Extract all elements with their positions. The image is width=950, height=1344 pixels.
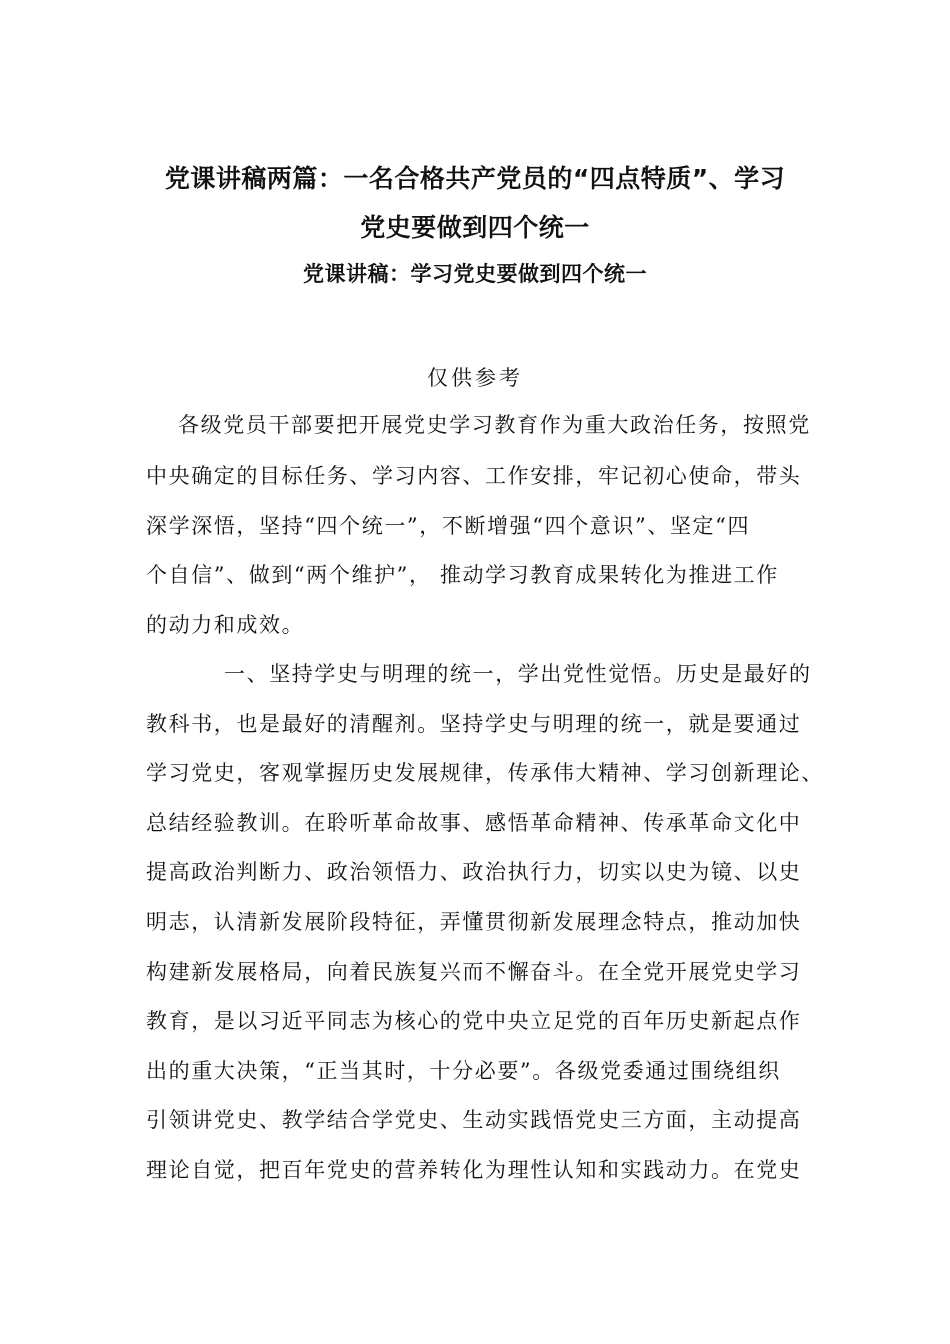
paragraph-1-line: 个自信”、做到“两个维护”， 推动学习教育成果转化为推进工作 [146, 563, 779, 587]
paragraph-2-line: 教科书，也是最好的清醒剂。坚持学史与明理的统一，就是要通过 [146, 712, 802, 736]
paragraph-2-line: 学习党史，客观掌握历史发展规律，传承伟大精神、学习创新理论、 [146, 761, 824, 785]
document-subtitle: 党课讲稿：学习党史要做到四个统一 [303, 262, 647, 286]
reference-note: 仅供参考 [427, 366, 523, 390]
paragraph-2-line: 提高政治判断力、政治领悟力、政治执行力，切实以史为镜、以史 [146, 860, 802, 884]
paragraph-2-line: 理论自觉，把百年党史的营养转化为理性认知和实践动力。在党史 [146, 1158, 802, 1182]
paragraph-2-line: 总结经验教训。在聆听革命故事、感悟革命精神、传承革命文化中 [146, 811, 802, 835]
paragraph-2-line: 明志，认清新发展阶段特征，弄懂贯彻新发展理念特点，推动加快 [146, 910, 802, 934]
paragraph-1-line: 中央确定的目标任务、学习内容、工作安排，牢记初心使命，带头 [146, 464, 802, 488]
paragraph-1-line: 各级党员干部要把开展党史学习教育作为重大政治任务，按照党 [178, 413, 811, 437]
paragraph-2-line: 引领讲党史、教学结合学党史、生动实践悟党史三方面，主动提高 [146, 1108, 802, 1132]
document-title-line-2: 党史要做到四个统一 [360, 213, 590, 242]
paragraph-1-line: 的动力和成效。 [146, 613, 305, 637]
paragraph-2-line: 构建新发展格局，向着民族复兴而不懈奋斗。在全党开展党史学习 [146, 960, 802, 984]
document-title-line-1: 党课讲稿两篇：一名合格共产党员的“四点特质”、学习 [164, 164, 786, 193]
paragraph-2-line: 一、坚持学史与明理的统一，学出党性觉悟。历史是最好的 [224, 662, 812, 686]
paragraph-2-line: 教育，是以习近平同志为核心的党中央立足党的百年历史新起点作 [146, 1009, 802, 1033]
paragraph-2-line: 出的重大决策，“正当其时，十分必要”。各级党委通过围绕组织 [146, 1059, 781, 1083]
paragraph-1-line: 深学深悟，坚持“四个统一”，不断增强“四个意识”、坚定“四 [146, 514, 751, 538]
